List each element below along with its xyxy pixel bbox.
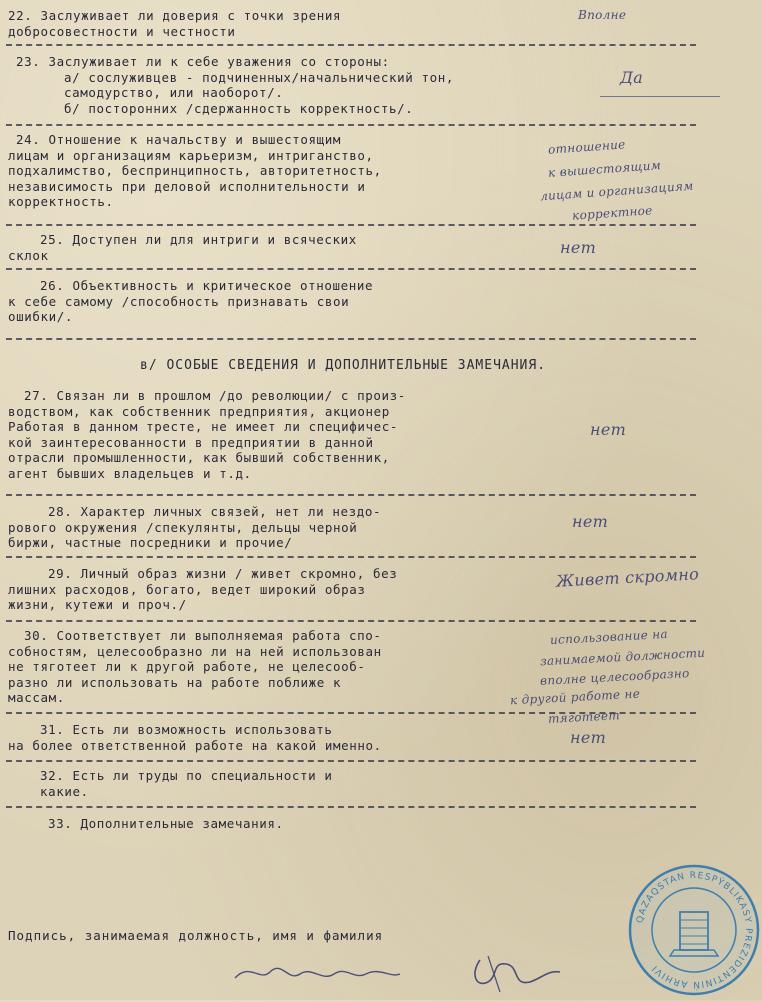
separator [6, 712, 696, 714]
question-line: 30. Соответствует ли выполняемая работа спо- [24, 628, 382, 643]
question-line: биржи, частные посредники и прочие/ [8, 535, 293, 550]
separator [6, 44, 696, 46]
question-line: водством, как собственник предприятия, акционер [8, 403, 390, 419]
question-line: массам. [8, 690, 65, 705]
answer-28: нет [572, 512, 609, 531]
stamp-seal-icon [626, 862, 762, 998]
question-line: 33. Дополнительные замечания. [48, 816, 284, 831]
separator [6, 124, 696, 126]
separator [6, 224, 696, 226]
question-line: на более ответственной работе на какой именно. [8, 737, 382, 753]
signature-label: Подпись, занимаемая должность, имя и фамилия [8, 928, 384, 943]
svg-text:QAZAQSTAN RESPÝBLIKASY PREZIDE: QAZAQSTAN RESPÝBLIKASY PREZIDENTINIŃ ARHIVI [635, 870, 754, 990]
question-line: агент бывших владельцев и т.д. [8, 465, 252, 481]
separator [6, 806, 696, 808]
question-line: 23. Заслуживает ли к себе уважения со стороны: [16, 54, 390, 69]
question-line: лишних расходов, богато, ведет широкий образ [8, 581, 366, 597]
answer-30-line-4: к другой работе не [509, 686, 641, 708]
question-line: 31. Есть ли возможность использовать [40, 722, 333, 737]
separator [6, 556, 696, 558]
answer-30-line-2: занимаемой должности [539, 645, 706, 669]
question-29 [8, 566, 568, 613]
question-line: собностям, целесообразно ли на ней использован [8, 643, 382, 659]
question-22 [8, 8, 568, 39]
question-31 [8, 722, 568, 753]
answer-30-line-1: использование на [549, 626, 669, 648]
question-line: к себе самому /способность признавать свои [8, 293, 350, 309]
answer-23: Да [620, 68, 644, 87]
answer-31: нет [570, 728, 607, 747]
signature-icon [230, 952, 570, 996]
answer-24-line-3: лицам и организациям [539, 178, 694, 204]
question-32 [8, 768, 568, 799]
question-line: не тяготеет ли к другой работе, не целесооб- [8, 659, 366, 674]
question-line: какие. [40, 783, 89, 799]
question-line: корректность. [8, 194, 114, 209]
answer-27: нет [590, 420, 627, 439]
question-line: 25. Доступен ли для интриги и всяческих [40, 232, 357, 247]
answer-30-line-3: вполне целесообразно [539, 666, 690, 688]
question-line: независимость при деловой исполнительности и [8, 178, 366, 194]
answer-25: нет [560, 238, 597, 257]
question-line: 32. Есть ли труды по специальности и [40, 768, 333, 783]
question-line: 24. Отношение к начальству и вышестоящим [16, 132, 342, 147]
answer-24-line-2: к вышестоящим [547, 158, 662, 180]
question-line: 22. Заслуживает ли доверия с точки зрения [8, 8, 342, 23]
archive-stamp [626, 862, 762, 998]
question-line: 27. Связан ли в прошлом /до революции/ с произ- [24, 388, 406, 403]
question-line: разно ли использовать на работе поближе к [8, 674, 342, 690]
question-26 [8, 278, 568, 325]
question-33 [8, 816, 568, 832]
handwritten-signature [230, 952, 570, 1000]
question-23 [8, 54, 568, 116]
question-line: отрасли промышленности, как бывший собственник, [8, 450, 390, 465]
question-line: 28. Характер личных связей, нет ли нездо- [48, 504, 382, 519]
question-line: жизни, кутежи и проч./ [8, 597, 187, 612]
question-line: склок [8, 247, 49, 263]
question-line: 29. Личный образ жизни / живет скромно, без [48, 566, 398, 581]
question-line: рового окружения /спекулянты, дельцы черной [8, 519, 358, 535]
question-line: подхалимство, беспринципность, авторитетность, [8, 163, 382, 178]
question-line: ошибки/. [8, 309, 74, 324]
separator [6, 760, 696, 762]
question-line: лицам и организациям карьеризм, интриганство, [8, 147, 374, 163]
question-line: Работая в данном тресте, не имеет ли специфичес- [8, 419, 399, 434]
ink-underline [600, 96, 720, 97]
question-line: добросовестности и честности [8, 23, 236, 39]
question-line: самодурство, или наоборот/. [64, 85, 284, 100]
question-28 [8, 504, 568, 551]
question-line: б/ посторонних /сдержанность корректность/. [64, 100, 414, 116]
separator [6, 268, 696, 270]
question-27 [8, 388, 568, 481]
question-24 [8, 132, 568, 210]
answer-30-line-5: тяготеет [547, 708, 621, 726]
question-line: 26. Объективность и критическое отношение [40, 278, 374, 293]
answer-22: Вполне [578, 8, 627, 22]
separator [6, 620, 696, 622]
answer-24-line-4: корректное [571, 203, 654, 223]
section-heading: в/ ОСОБЫЕ СВЕДЕНИЯ И ДОПОЛНИТЕЛЬНЫЕ ЗАМЕЧАНИЯ. [140, 358, 547, 373]
question-line: кой заинтересованности в предприятии в данной [8, 434, 374, 450]
answer-29: Живет скромно [555, 564, 700, 591]
answer-24-line-1: отношение [547, 137, 627, 157]
question-30 [8, 628, 568, 706]
question-line: а/ сослуживцев - подчиненных/начальнический тон, [64, 69, 455, 85]
separator [6, 494, 696, 496]
question-25 [8, 232, 568, 263]
separator [6, 338, 696, 340]
